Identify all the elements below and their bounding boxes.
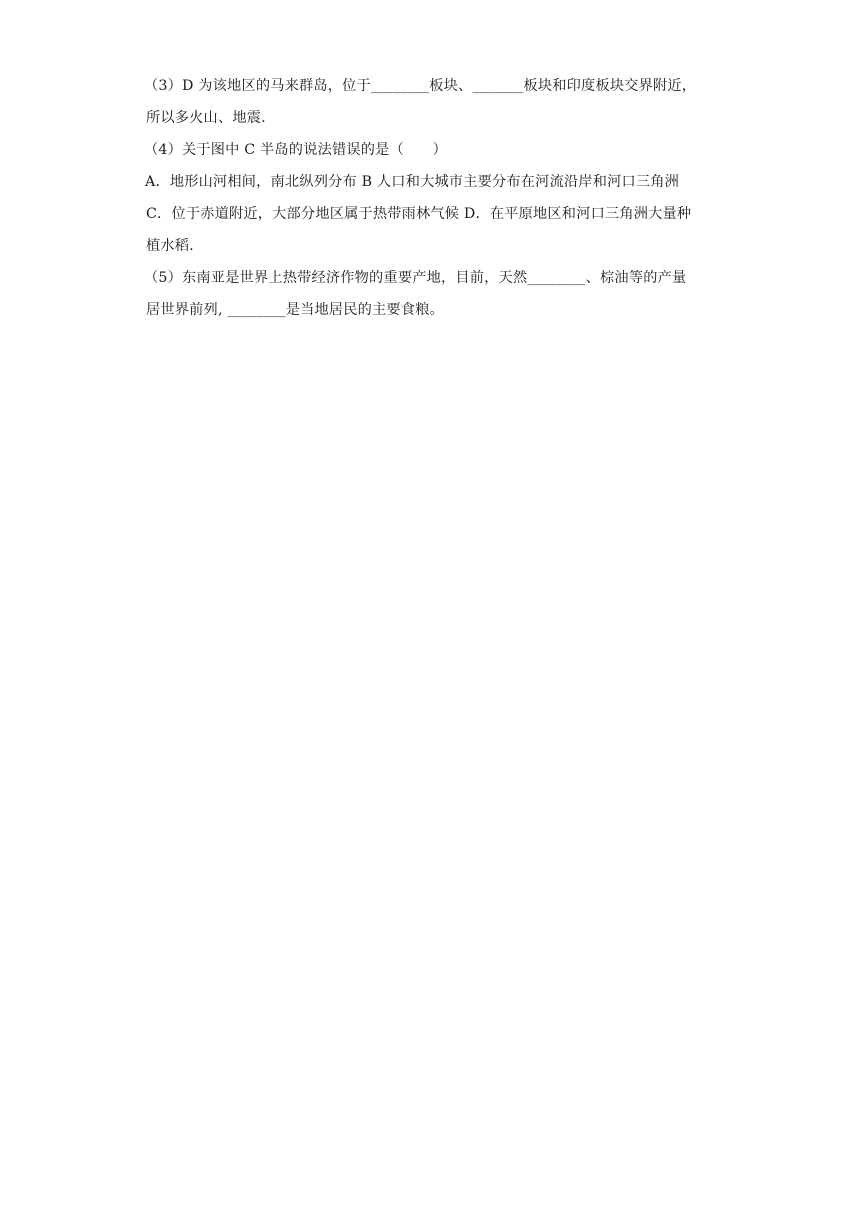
question-3-line-1: （3）D 为该地区的马来群岛，位于________板块、_______板块和印度板块交界附近， [144, 78, 697, 94]
question-4-options-line-3: 植水稻. [146, 238, 194, 254]
question-4-stem: （4）关于图中 C 半岛的说法错误的是（ ） [144, 142, 448, 158]
question-3-line-2: 所以多火山、地震. [146, 110, 266, 126]
question-text-block [146, 70, 720, 326]
question-4-options-line-1: A．地形山河相间，南北纵列分布 B 人口和大城市主要分布在河流沿岸和河口三角洲 [145, 174, 680, 190]
question-4-options-line-2: C．位于赤道附近，大部分地区属于热带雨林气候 D．在平原地区和河口三角洲大量种 [146, 206, 692, 222]
question-5-line-2: 居世界前列, ________是当地居民的主要食粮。 [146, 302, 444, 318]
question-5-line-1: （5）东南亚是世界上热带经济作物的重要产地，目前，天然________、棕油等的产量 [144, 270, 687, 286]
